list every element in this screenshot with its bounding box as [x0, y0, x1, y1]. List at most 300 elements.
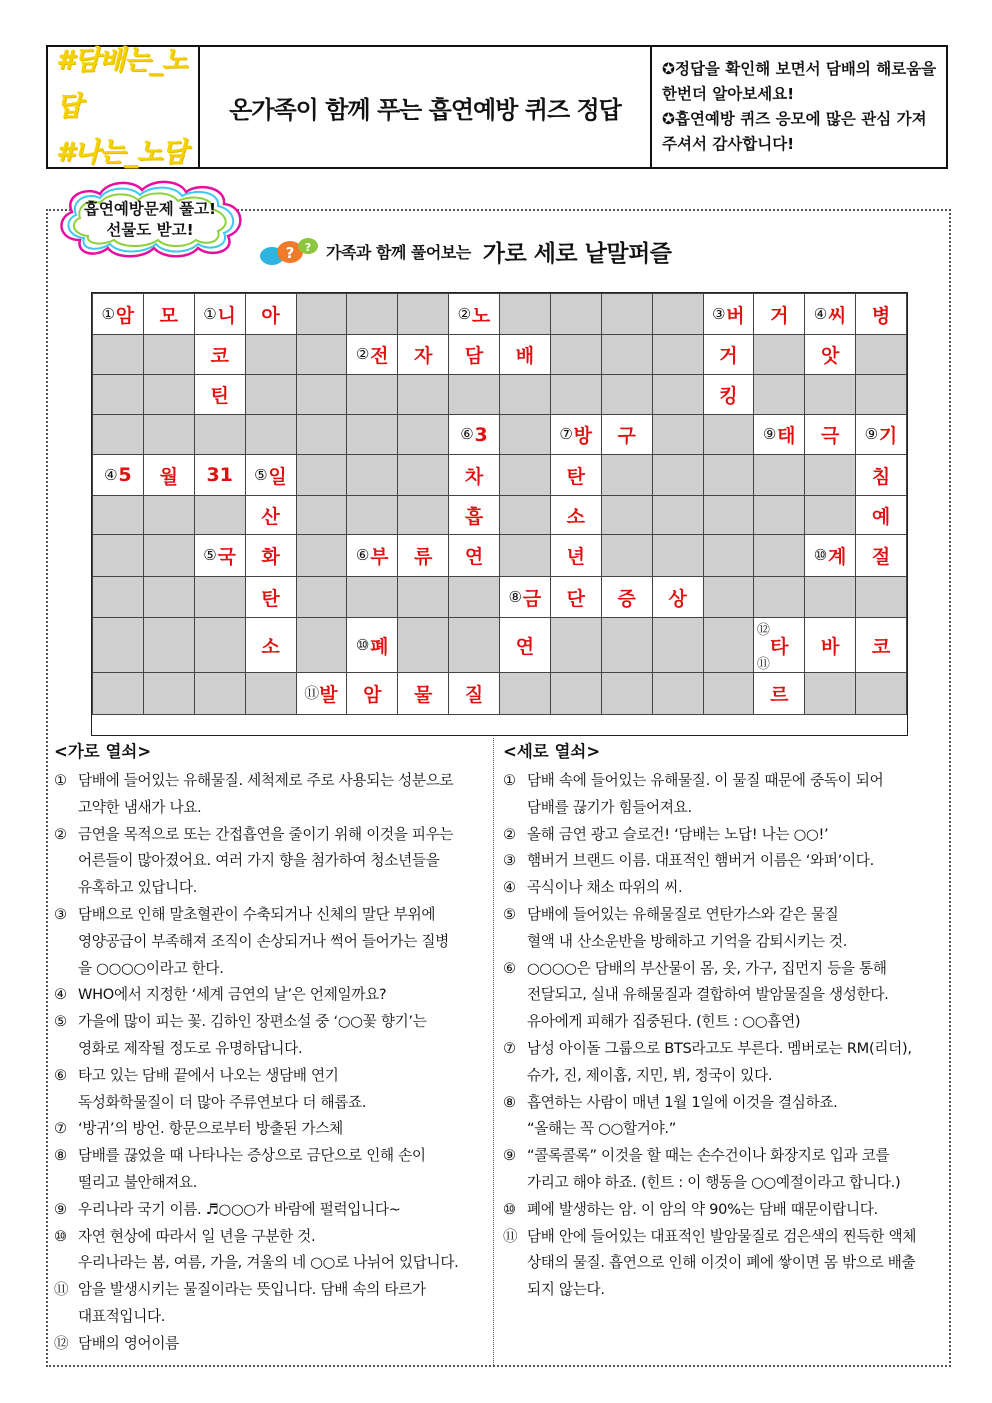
grid-cell-answer — [499, 334, 551, 375]
grid-cell-blank — [143, 672, 195, 715]
clue-item-text — [78, 822, 484, 902]
clue-item — [54, 1331, 484, 1358]
grid-cell-blank — [245, 334, 297, 375]
grid-cell-blank — [92, 672, 144, 715]
clue-item-number: ⑨ — [503, 1147, 516, 1165]
clue-number: ⑤ — [254, 465, 268, 484]
clue-number: ⑥ — [355, 546, 370, 564]
grid-cell-answer — [753, 414, 805, 455]
clue-line: 햄버거 브랜드 이름. 대표적인 햄버거 이름은 ‘와퍼’이다. — [527, 852, 874, 870]
grid-cell-answer — [397, 672, 449, 715]
grid-cell-blank — [855, 334, 907, 375]
grid-cell-blank — [550, 293, 602, 335]
clue-line: 암을 발생시키는 물질이라는 뜻입니다. 담배 속의 타르가 — [78, 1281, 426, 1299]
grid-cell-answer — [499, 617, 551, 673]
clue-item — [503, 875, 943, 902]
header-note-2: ✪흡연예방 퀴즈 응모에 많은 관심 가져 주셔서 감사합니다! — [662, 110, 927, 153]
grid-cell-blank — [652, 293, 704, 335]
grid-cell-answer — [296, 672, 348, 715]
answer-letter: 일 — [268, 465, 287, 488]
grid-cell-blank — [550, 334, 602, 375]
clue-item-text — [527, 1036, 943, 1090]
answer-letter: 담 — [464, 345, 484, 367]
grid-cell-answer — [550, 495, 602, 535]
grid-cell-answer — [601, 576, 653, 618]
clue-item — [54, 1009, 484, 1063]
clue-item — [54, 1277, 484, 1331]
clue-line: 담배에 들어있는 유해물질로 연탄가스와 같은 물질 — [527, 905, 839, 923]
clue-item — [503, 848, 943, 875]
grid-cell-answer — [194, 334, 246, 375]
grid-cell-answer — [855, 454, 907, 496]
answer-letter: 증 — [617, 587, 636, 610]
grid-cell-blank — [296, 495, 348, 535]
grid-cell-blank — [143, 374, 195, 415]
clue-line: 어른들이 많아졌어요. 여러 가지 향을 첨가하여 청소년들을 — [78, 852, 440, 870]
grid-cell-blank — [855, 672, 907, 715]
grid-cell-blank — [194, 672, 246, 715]
question-bubbles-icon — [258, 234, 320, 268]
answer-letter: 월 — [159, 465, 178, 488]
grid-cell-blank — [804, 495, 856, 535]
clue-item — [503, 1090, 943, 1144]
clue-number: ⑪ — [304, 684, 320, 702]
grid-cell-answer — [703, 374, 755, 415]
grid-cell-blank — [92, 414, 144, 455]
page-title: 온가족이 함께 푸는 흡연예방 퀴즈 정답 — [229, 95, 621, 124]
across-clues — [54, 738, 484, 1358]
clue-item-text — [527, 956, 943, 1036]
grid-cell-blank — [143, 414, 195, 455]
grid-cell-answer — [804, 334, 856, 375]
clue-item-text — [78, 902, 484, 982]
grid-cell-answer — [550, 454, 602, 496]
clue-line: 영양공급이 부족해져 조직이 손상되거나 썩어 들어가는 질병 — [78, 932, 449, 950]
grid-cell-blank — [601, 374, 653, 415]
answer-letter: 암 — [363, 684, 382, 706]
grid-cell-blank — [143, 495, 195, 535]
grid-cell-blank — [550, 374, 602, 415]
clue-line: ‘방귀’의 방언. 항문으로부터 방출된 가스체 — [78, 1120, 343, 1138]
answer-letter: 암 — [115, 304, 135, 327]
grid-cell-blank — [703, 495, 755, 535]
grid-cell-answer — [245, 617, 297, 673]
answer-letter: 노 — [471, 304, 491, 327]
clue-item-text — [527, 768, 943, 822]
clue-number: ⑨ — [762, 425, 777, 443]
clue-item — [54, 768, 484, 822]
clue-item — [503, 1197, 943, 1224]
answer-letter: 연 — [515, 635, 535, 658]
grid-cell-blank — [703, 672, 755, 715]
answer-letter: 소 — [261, 635, 280, 658]
clue-number: ⑤ — [203, 546, 217, 564]
answer-letter: 금 — [522, 587, 542, 610]
grid-cell-blank — [296, 454, 348, 496]
grid-cell-answer — [245, 454, 297, 496]
grid-cell-blank — [652, 334, 704, 375]
clue-item-text — [527, 848, 943, 875]
answer-letter: 탄 — [261, 587, 280, 610]
grid-cell-answer — [346, 534, 398, 577]
grid-cell-blank — [346, 414, 398, 455]
grid-cell-answer — [652, 576, 704, 618]
answer-letter: 차 — [464, 465, 484, 488]
clue-number: ⑥ — [460, 425, 474, 443]
clue-item-number: ⑦ — [54, 1120, 67, 1138]
answer-letter: 류 — [414, 546, 433, 568]
grid-cell-blank — [855, 576, 907, 618]
grid-cell-blank — [601, 495, 653, 535]
grid-cell-blank — [346, 454, 398, 496]
clue-item-number: ⑪ — [54, 1281, 69, 1299]
cloud-line-1: 흡연예방문제 풀고! — [83, 200, 217, 218]
clue-line: 담배 속에 들어있는 유해물질. 이 물질 때문에 중독이 되어 — [527, 772, 884, 789]
answer-letter: 예 — [871, 505, 891, 528]
grid-cell-blank — [143, 534, 195, 577]
grid-cell-blank — [245, 374, 297, 415]
answer-letter: 아 — [261, 304, 280, 327]
grid-cell-blank — [601, 293, 653, 335]
clue-item-number: ⑨ — [54, 1200, 67, 1218]
clue-line: 자연 현상에 따라서 일 년을 구분한 것. — [78, 1227, 316, 1245]
grid-cell-blank — [499, 454, 551, 496]
clue-item — [54, 1143, 484, 1197]
answer-letter: 기 — [878, 425, 898, 447]
grid-cell-blank — [346, 576, 398, 618]
grid-cell-answer — [194, 454, 246, 496]
grid-cell-answer — [245, 534, 297, 577]
grid-cell-answer — [855, 495, 907, 535]
clue-line: 우리나라 국기 이름. ♬○○○가 바람에 펄럭입니다~ — [78, 1200, 401, 1218]
grid-cell-answer — [448, 534, 500, 577]
clue-line: 우리나라는 봄, 여름, 가을, 겨울의 네 ○○로 나뉘어 있답니다. — [78, 1254, 459, 1272]
clue-number: ⑩ — [355, 635, 370, 654]
grid-cell-blank — [397, 617, 449, 673]
answer-letter: 화 — [261, 546, 280, 568]
grid-cell-blank — [397, 495, 449, 535]
grid-cell-answer — [194, 293, 246, 335]
grid-cell-answer — [448, 414, 500, 455]
grid-cell-blank — [550, 617, 602, 673]
grid-cell-blank — [652, 617, 704, 673]
grid-cell-blank — [397, 414, 449, 455]
clue-item-number: ③ — [54, 905, 67, 923]
grid-cell-blank — [753, 495, 805, 535]
clue-item-number: ⑧ — [54, 1147, 67, 1165]
cloud-text — [50, 199, 250, 241]
grid-cell-answer — [804, 534, 856, 577]
clue-item-number: ⑥ — [503, 959, 516, 977]
clue-item-number: ⑥ — [54, 1066, 67, 1084]
clue-item — [54, 822, 484, 902]
svg-text:?: ? — [304, 241, 312, 254]
clue-item-text — [527, 1197, 943, 1224]
grid-cell-answer — [92, 454, 144, 496]
grid-cell-answer — [753, 617, 805, 673]
answer-letter: 전 — [370, 345, 389, 367]
grid-cell-blank — [652, 374, 704, 415]
answer-letter: 틴 — [210, 385, 229, 407]
answer-letter: 31 — [206, 464, 233, 486]
clue-line: 유아에게 피해가 집중된다. (힌트 : ○○흡연) — [527, 1013, 801, 1031]
clue-item — [54, 982, 484, 1009]
grid-cell-answer — [143, 454, 195, 496]
svg-text:?: ? — [285, 244, 295, 262]
answer-letter: 앗 — [821, 345, 840, 367]
clue-item-text — [527, 1224, 943, 1304]
clue-item — [54, 1224, 484, 1278]
grid-cell-answer — [448, 334, 500, 375]
across-heading: <가로 열쇠> — [54, 742, 152, 761]
grid-cell-blank — [245, 414, 297, 455]
grid-cell-blank — [753, 374, 805, 415]
clue-item-number: ④ — [503, 879, 516, 897]
grid-cell-blank — [753, 334, 805, 375]
answer-letter: 바 — [821, 635, 840, 658]
across-list — [54, 768, 484, 1358]
clue-line: 되지 않는다. — [527, 1281, 605, 1299]
grid-cell-blank — [601, 534, 653, 577]
clue-item-text — [78, 1224, 484, 1278]
grid-cell-answer — [499, 576, 551, 618]
clue-item-number: ① — [54, 772, 67, 789]
grid-cell-blank — [499, 374, 551, 415]
grid-cell-answer — [143, 293, 195, 335]
clue-item-number: ⑪ — [503, 1227, 518, 1245]
grid-cell-blank — [346, 293, 398, 335]
grid-cell-blank — [804, 374, 856, 415]
clue-number: ③ — [712, 304, 726, 323]
clue-number: ④ — [813, 304, 828, 323]
answer-letter: 계 — [828, 546, 847, 568]
answer-letter: 극 — [821, 425, 840, 447]
header-box — [46, 45, 948, 169]
answer-letter: 태 — [777, 425, 796, 447]
answer-letter: 배 — [515, 345, 535, 367]
clue-number: ① — [203, 304, 217, 323]
grid-cell-blank — [499, 495, 551, 535]
clue-item-number: ⑩ — [54, 1227, 67, 1245]
grid-cell-answer — [448, 293, 500, 335]
clue-item — [503, 1224, 943, 1304]
clue-item-text — [527, 822, 943, 849]
clue-line: 흡연하는 사람이 매년 1월 1일에 이것을 결심하죠. — [527, 1093, 838, 1111]
clue-item-number: ⑤ — [54, 1013, 67, 1031]
answer-letter: 자 — [414, 345, 433, 367]
grid-cell-answer — [397, 334, 449, 375]
clue-item — [54, 1116, 484, 1143]
grid-cell-blank — [499, 672, 551, 715]
grid-cell-blank — [296, 534, 348, 577]
grid-cell-blank — [397, 293, 449, 335]
grid-cell-blank — [652, 414, 704, 455]
grid-cell-blank — [448, 374, 500, 415]
grid-cell-blank — [296, 414, 348, 455]
answer-letter: 부 — [370, 546, 389, 568]
clue-line: 독성화학물질이 더 많아 주류연보다 더 해롭죠. — [78, 1093, 367, 1111]
grid-cell-blank — [703, 576, 755, 618]
grid-cell-blank — [92, 374, 144, 415]
grid-cell-blank — [703, 617, 755, 673]
title-cell — [200, 47, 652, 167]
answer-letter: 연 — [464, 546, 484, 568]
clue-line: 올해 금연 광고 슬로건! ‘담배는 노답! 나는 ○○!’ — [527, 825, 829, 843]
grid-cell-blank — [346, 495, 398, 535]
clue-number: ② — [457, 304, 472, 323]
clue-item-text — [78, 982, 484, 1009]
grid-cell-answer — [550, 414, 602, 455]
clue-line: 유혹하고 있답니다. — [78, 879, 198, 897]
answer-letter: 구 — [617, 425, 636, 447]
clue-item — [54, 902, 484, 982]
clue-line: 떨리고 불안해져요. — [78, 1173, 198, 1191]
clue-line: 전달되고, 실내 유해물질과 결합하여 발암물질을 생성한다. — [527, 986, 889, 1004]
header-notes — [652, 47, 946, 167]
clue-line: 폐에 발생하는 암. 이 암의 약 90%는 담배 때문이랍니다. — [527, 1200, 878, 1218]
clue-line: 슈가, 진, 제이홉, 지민, 뷔, 정국이 있다. — [527, 1066, 773, 1084]
clue-line: 고약한 냄새가 나요. — [78, 798, 202, 816]
grid-cell-blank — [855, 374, 907, 415]
grid-cell-blank — [296, 374, 348, 415]
grid-cell-answer — [448, 672, 500, 715]
clue-line: 금연을 목적으로 또는 간접흡연을 줄이기 위해 이것을 피우는 — [78, 825, 454, 843]
answer-letter: 씨 — [828, 304, 847, 327]
clue-divider — [493, 738, 494, 1365]
clue-line: 담배 안에 들어있는 대표적인 발암물질로 검은색의 찐득한 액체 — [527, 1227, 917, 1245]
answer-letter: 버 — [726, 304, 745, 327]
clue-item-number: ③ — [503, 852, 516, 870]
grid-cell-blank — [92, 495, 144, 535]
grid-cell-answer — [448, 454, 500, 496]
subtitle-big: 가로 세로 낱말퍼즐 — [482, 240, 672, 267]
clue-item-text — [78, 1009, 484, 1063]
grid-cell-blank — [143, 576, 195, 618]
answer-letter: 산 — [261, 505, 280, 528]
answer-letter: 단 — [566, 587, 585, 610]
grid-cell-blank — [92, 534, 144, 577]
grid-cell-blank — [346, 374, 398, 415]
grid-cell-answer — [346, 617, 398, 673]
grid-cell-answer — [855, 534, 907, 577]
grid-cell-blank — [601, 617, 653, 673]
clue-line: 가리고 해야 하죠. (힌트 : 이 행동을 ○○예절이라고 합니다.) — [527, 1173, 901, 1191]
grid-cell-answer — [550, 534, 602, 577]
answer-letter: 거 — [770, 304, 789, 327]
clue-item-number: ④ — [54, 986, 67, 1004]
grid-cell-blank — [601, 334, 653, 375]
grid-cell-answer — [550, 576, 602, 618]
answer-letter: 침 — [871, 465, 891, 488]
clue-item-number: ⑦ — [503, 1039, 516, 1057]
grid-cell-answer — [346, 334, 398, 375]
grid-cell-blank — [703, 414, 755, 455]
grid-cell-blank — [550, 672, 602, 715]
grid-cell-blank — [397, 454, 449, 496]
clue-item — [54, 1063, 484, 1117]
clue-line: 담배으로 인해 말초혈관이 수축되거나 신체의 말단 부위에 — [78, 905, 436, 923]
clue-line: 담배의 영어이름 — [78, 1334, 179, 1352]
answer-letter: 물 — [414, 684, 433, 706]
answer-letter: 탄 — [566, 465, 585, 488]
clue-item-text — [527, 875, 943, 902]
header-note-1: ✪정답을 확인해 보면서 담배의 해로움을 한번더 알아보세요! — [662, 60, 937, 103]
answer-letter: 년 — [566, 546, 585, 568]
grid-cell-answer — [804, 617, 856, 673]
clue-item-text — [78, 1116, 484, 1143]
clue-item-text — [78, 1143, 484, 1197]
grid-cell-answer — [601, 414, 653, 455]
clue-item-number: ② — [54, 825, 67, 843]
grid-cell-answer — [703, 334, 755, 375]
clue-number: ① — [101, 304, 115, 323]
grid-cell-answer — [855, 617, 907, 673]
answer-letter: 르 — [770, 684, 789, 706]
answer-letter: 질 — [464, 684, 484, 706]
answer-letter: 절 — [871, 546, 891, 568]
clue-item — [503, 956, 943, 1036]
answer-letter: 상 — [668, 587, 687, 610]
grid-cell-blank — [296, 334, 348, 375]
subtitle-small: 가족과 함께 풀어보는 — [326, 242, 471, 262]
hashtag-block — [48, 47, 200, 167]
clue-item-number: ② — [503, 825, 516, 843]
answer-letter: 발 — [319, 684, 338, 706]
grid-cell-blank — [92, 617, 144, 673]
grid-cell-blank — [194, 617, 246, 673]
puzzle-subtitle — [258, 231, 672, 271]
grid-cell-blank — [703, 534, 755, 577]
clue-item-text — [78, 1331, 484, 1358]
grid-cell-blank — [397, 576, 449, 618]
grid-cell-blank — [143, 334, 195, 375]
hashtag-2: #나는_노담 — [56, 137, 187, 168]
clue-line: 타고 있는 담배 끝에서 나오는 생담배 연기 — [78, 1066, 339, 1084]
grid-cell-blank — [499, 293, 551, 335]
clue-item-text — [527, 1090, 943, 1144]
clue-line: 상태의 물질. 흡연으로 인해 이것이 폐에 쌓이면 몸 밖으로 배출 — [527, 1254, 916, 1272]
clue-line: “올해는 꼭 ○○할거야.” — [527, 1120, 676, 1138]
clue-number: ② — [355, 345, 370, 363]
clue-item-number: ⑤ — [503, 905, 516, 923]
grid-cell-blank — [92, 576, 144, 618]
clue-line: 담배를 끊었을 때 나타나는 증상으로 금단으로 인해 손이 — [78, 1147, 426, 1165]
grid-cell-blank — [448, 617, 500, 673]
down-heading: <세로 열쇠> — [503, 742, 601, 761]
clue-line: 곡식이나 채소 따위의 씨. — [527, 879, 683, 897]
answer-letter: 국 — [217, 546, 236, 568]
grid-cell-blank — [652, 454, 704, 496]
answer-letter: 타 — [770, 635, 789, 658]
clue-item-text — [527, 902, 943, 956]
grid-cell-answer — [753, 672, 805, 715]
grid-cell-answer — [855, 293, 907, 335]
grid-cell-blank — [652, 495, 704, 535]
clue-line: 남성 아이돌 그룹으로 BTS라고도 부른다. 멤버로는 RM(리더), — [527, 1039, 912, 1057]
clue-line: 혈액 내 산소운반을 방해하고 기억을 감퇴시키는 것. — [527, 932, 848, 950]
clue-item — [54, 1197, 484, 1224]
grid-cell-blank — [601, 454, 653, 496]
clue-number: ④ — [104, 465, 118, 484]
grid-cell-blank — [804, 576, 856, 618]
grid-cell-blank — [804, 672, 856, 715]
clue-item-text — [78, 1277, 484, 1331]
clue-line: “콜록콜록” 이것을 할 때는 손수건이나 화장지로 입과 코를 — [527, 1147, 890, 1165]
clue-line: 담배를 끊기가 힘들어져요. — [527, 798, 692, 816]
grid-cell-answer — [194, 374, 246, 415]
grid-cell-blank — [194, 414, 246, 455]
answer-letter: 3 — [474, 423, 488, 446]
